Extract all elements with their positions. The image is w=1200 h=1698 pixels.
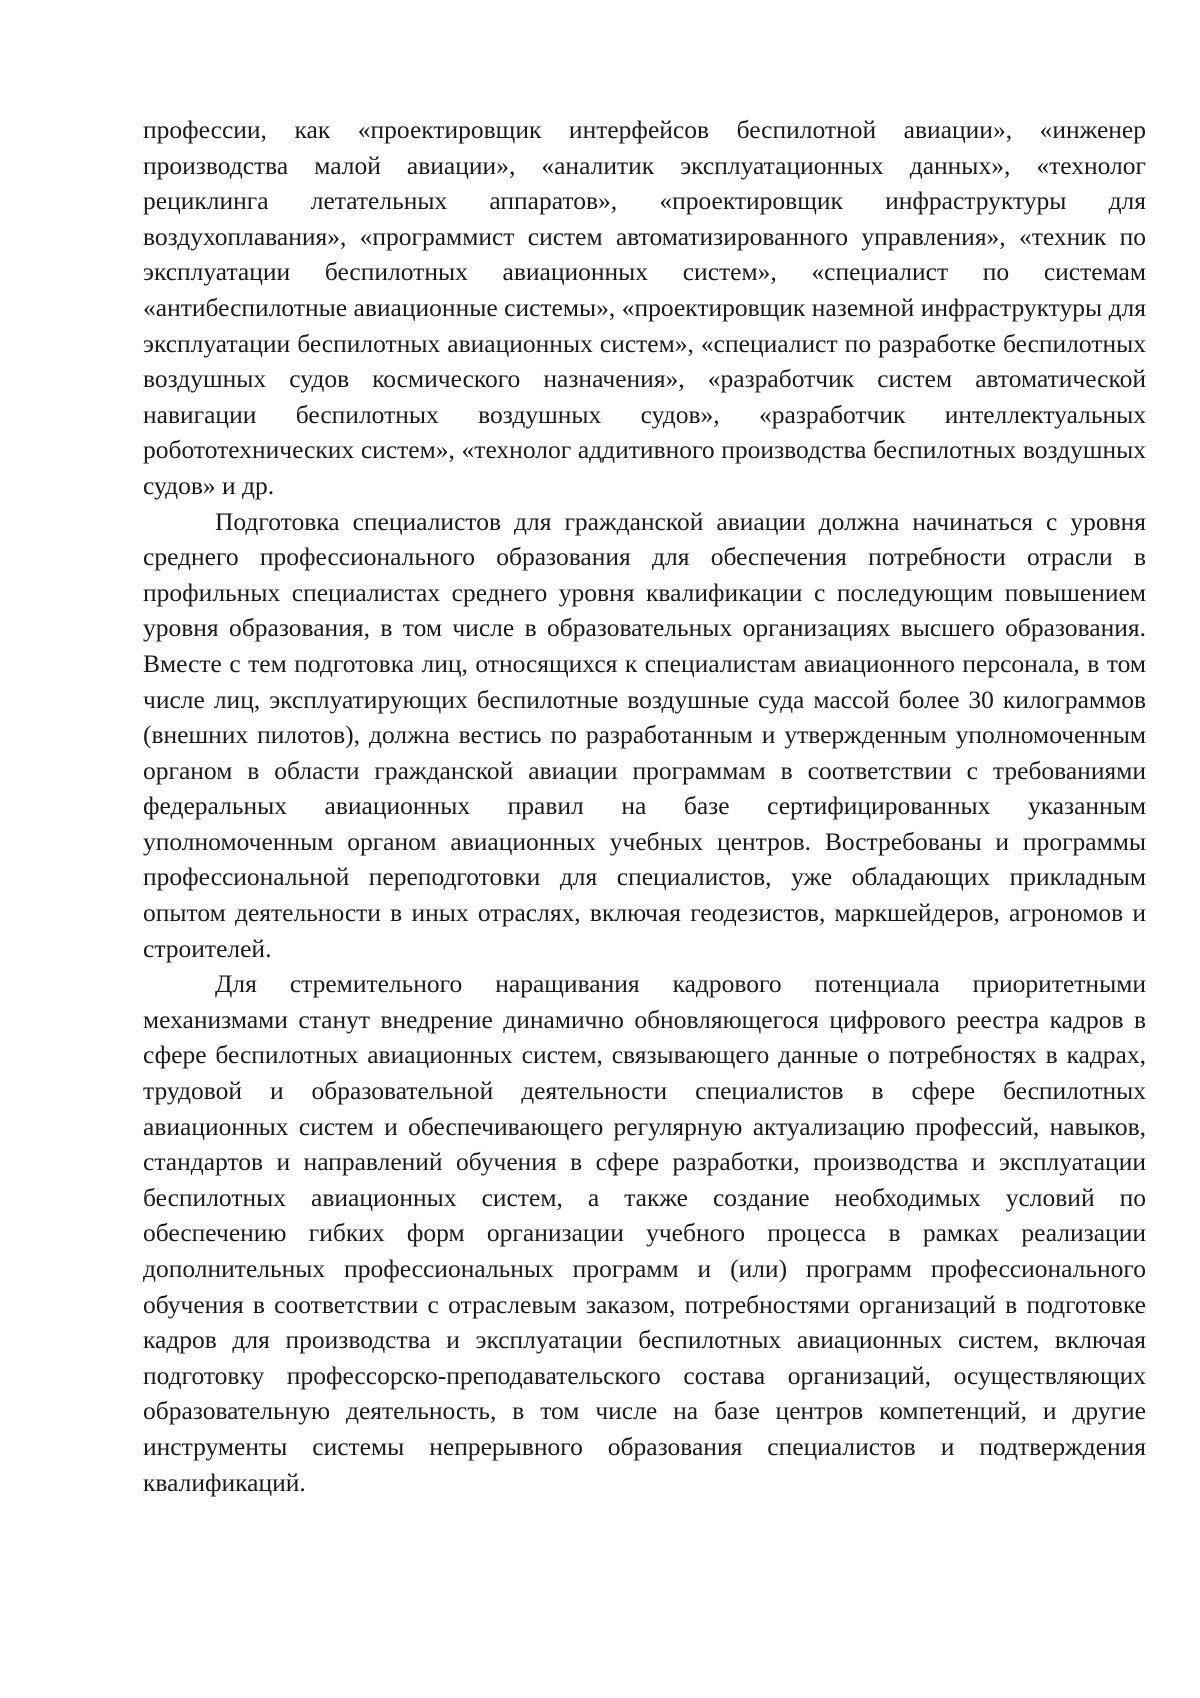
paragraph-personnel-potential: Для стремительного наращивания кадрового потенциала приоритетными механизмами станут внедрение динамично обновляющегося цифрового реестра кадров в сфере беспилотных авиационных систем, связывающего данные о потребностях в кадрах, трудовой и образовательной деятельности специалистов в сфере беспилотных авиационных систем и обеспечивающего регулярную актуализацию профессий, навыков, стандартов и направлений обучения в сфере разработки, производства и эксплуатации беспилотных авиационных систем, а также создание необходимых условий по обеспечению гибких форм организации учебного процесса в рамках реализации дополнительных профессиональных программ и (или) программ профессионального обучения в соответствии с отраслевым заказом, потребностями организаций в подготовке кадров для производства и эксплуатации беспилотных авиационных систем, включая подготовку профессорско-преподавательского состава организаций, осуществляющих образовательную деятельность, в том числе на базе центров компетенций, и другие инструменты системы непрерывного образования специалистов и подтверждения квалификаций. [143, 969, 1146, 1497]
document-page [143, 112, 1146, 1500]
paragraph-professions-list: профессии, как «проектировщик интерфейсов беспилотной авиации», «инженер производства малой авиации», «аналитик эксплуатационных данных», «технолог рециклинга летательных аппаратов», «проектировщик инфраструктуры для воздухоплавания», «программист систем автоматизированного управления», «техник по эксплуатации беспилотных авиационных систем», «специалист по системам «антибеспилотные авиационные системы», «проектировщик наземной инфраструктуры для эксплуатации беспилотных авиационных систем», «специалист по разработке беспилотных воздушных судов космического назначения», «разработчик систем автоматической навигации беспилотных воздушных судов», «разработчик интеллектуальных робототехнических систем», «технолог аддитивного производства беспилотных воздушных судов» и др. [143, 115, 1146, 500]
paragraph-civil-aviation-training: Подготовка специалистов для гражданской авиации должна начинаться с уровня среднего профессионального образования для обеспечения потребности отрасли в профильных специалистах среднего уровня квалификации с последующим повышением уровня образования, в том числе в образовательных организациях высшего образования. Вместе с тем подготовка лиц, относящихся к специалистам авиационного персонала, в том числе лиц, эксплуатирующих беспилотные воздушные суда массой более 30 килограммов (внешних пилотов), должна вестись по разработанным и утвержденным уполномоченным органом в области гражданской авиации программам в соответствии с требованиями федеральных авиационных правил на базе сертифицированных указанным уполномоченным органом авиационных учебных центров. Востребованы и программы профессиональной переподготовки для специалистов, уже обладающих прикладным опытом деятельности в иных отраслях, включая геодезистов, маркшейдеров, агрономов и строителей. [143, 506, 1146, 963]
